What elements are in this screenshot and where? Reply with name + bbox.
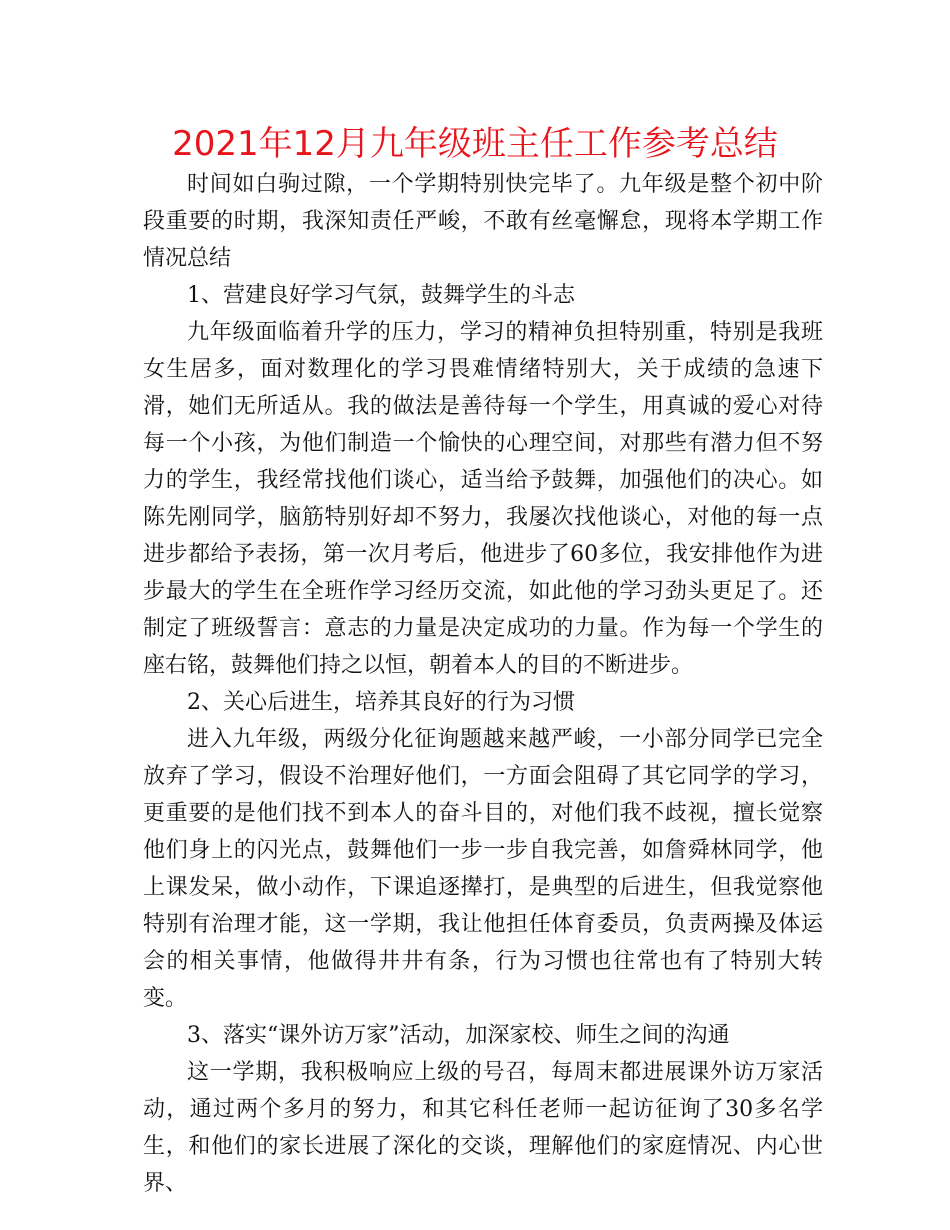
paragraph-intro: 时间如白驹过隙，一个学期特别快完毕了。九年级是整个初中阶段重要的时期，我深知责任严峻，不敢有丝毫懈怠，现将本学期工作情况总结 xyxy=(143,172,823,271)
paragraph-section-1: 九年级面临着升学的压力，学习的精神负担特别重，特别是我班女生居多，面对数理化的学习畏难情绪特别大，关于成绩的急速下滑，她们无所适从。我的做法是善待每一个学生，用真诚的爱心对待每一个小孩，为他们制造一个愉快的心理空间，对那些有潜力但不努力的学生，我经常找他们谈心，适当给予鼓舞，加强他们的决心。如陈先刚同学，脑筋特别好却不努力，我屡次找他谈心，对他的每一点进步都给予表扬，第一次月考后，他进步了60多位，我安排他作为进步最大的学生在全班作学习经历交流，如此他的学习劲头更足了。还制定了班级誓言：意志的力量是决定成功的力量。作为每一个学生的座右铭，鼓舞他们持之以恒，朝着本人的目的不断进步。 xyxy=(143,320,823,678)
paragraph-section-2: 进入九年级，两级分化征询题越来越严峻，一小部分同学已完全放弃了学习，假设不治理好他们，一方面会阻碍了其它同学的学习，更重要的是他们找不到本人的奋斗目的，对他们我不歧视，擅长觉察他们身上的闪光点，鼓舞他们一步一步自我完善，如詹舜林同学，他上课发呆，做小动作，下课追逐撵打，是典型的后进生，但我觉察他特别有治理才能，这一学期，我让他担任体育委员，负责两操及体运会的相关事情，他做得井井有条，行为习惯也往常也有了特别大转变。 xyxy=(143,727,823,1011)
paragraph-section-3: 这一学期，我积极响应上级的号召，每周末都进展课外访万家活动，通过两个多月的努力，和其它科任老师一起访征询了30多名学生，和他们的家长进展了深化的交谈，理解他们的家庭情况、内心世界、 xyxy=(143,1060,823,1196)
section-heading-1: 1、营建良好学习气氛，鼓舞学生的斗志 xyxy=(187,283,575,308)
section-heading-2: 2、关心后进生，培养其良好的行为习惯 xyxy=(187,690,575,715)
document-title: 2021年12月九年级班主任工作参考总结 xyxy=(172,124,778,164)
section-heading-3: 3、落实“课外访万家”活动，加深家校、师生之间的沟通 xyxy=(187,1023,730,1048)
document-body xyxy=(143,166,823,1202)
